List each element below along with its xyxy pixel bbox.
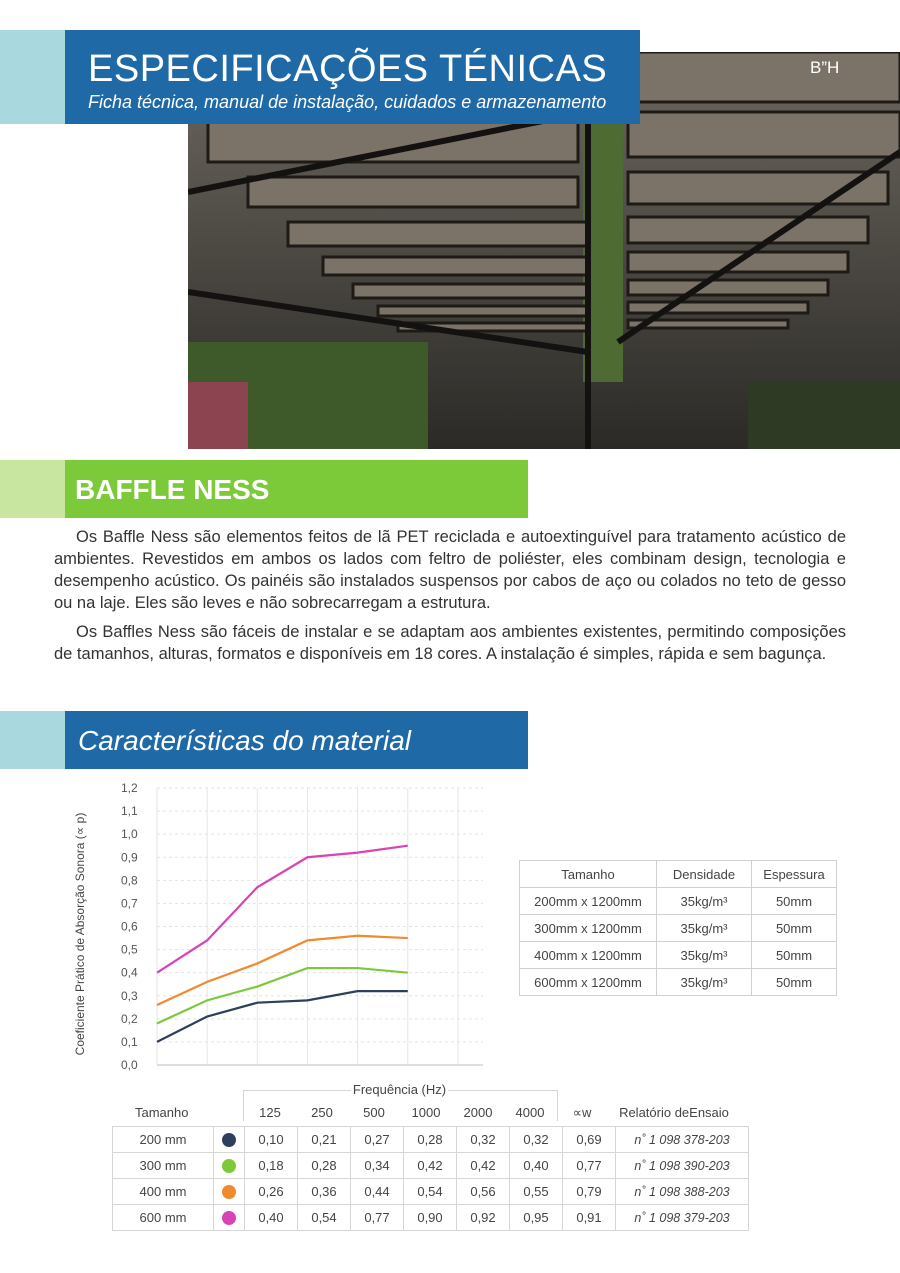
size-cell: 300 mm bbox=[113, 1153, 214, 1179]
series-line-600mm bbox=[157, 846, 408, 973]
table-row bbox=[113, 1179, 749, 1205]
aw-cell: 0,77 bbox=[563, 1153, 616, 1179]
table-row bbox=[520, 969, 837, 996]
table-row bbox=[520, 888, 837, 915]
specs-header-thickness: Espessura bbox=[752, 861, 837, 888]
specs-header-density: Densidade bbox=[657, 861, 752, 888]
y-tick-label: 1,1 bbox=[121, 804, 138, 819]
specs-cell: 50mm bbox=[752, 915, 837, 942]
value-cell: 0,77 bbox=[351, 1205, 404, 1231]
freq-header-125: 125 bbox=[259, 1105, 281, 1120]
value-cell: 0,36 bbox=[298, 1179, 351, 1205]
legend-marker-cell bbox=[214, 1127, 245, 1153]
aw-cell: 0,91 bbox=[563, 1205, 616, 1231]
y-tick-label: 0,7 bbox=[121, 896, 138, 911]
legend-marker-cell bbox=[214, 1179, 245, 1205]
report-cell: n˚ 1 098 378-203 bbox=[616, 1127, 749, 1153]
y-tick-label: 0,8 bbox=[121, 873, 138, 888]
page-title: ESPECIFICAÇÕES TÉNICAS bbox=[88, 48, 608, 90]
report-column-label: Relatório deEnsaio bbox=[619, 1105, 729, 1120]
frequency-header-label bbox=[243, 1082, 556, 1097]
material-title: Características do material bbox=[78, 725, 412, 756]
page-subtitle: Ficha técnica, manual de instalação, cuidados e armazenamento bbox=[88, 92, 607, 112]
size-cell: 400 mm bbox=[113, 1179, 214, 1205]
specs-table bbox=[519, 860, 837, 996]
series-line-200mm bbox=[157, 991, 408, 1042]
y-tick-label: 0,0 bbox=[121, 1058, 138, 1072]
specs-cell: 600mm x 1200mm bbox=[520, 969, 657, 996]
freq-header-2000: 2000 bbox=[463, 1105, 493, 1120]
value-cell: 0,42 bbox=[404, 1153, 457, 1179]
legend-dot-icon bbox=[222, 1133, 236, 1147]
value-cell: 0,28 bbox=[298, 1153, 351, 1179]
chart-y-axis-label: Coeficiente Prático de Absorção Sonora (∝ p) bbox=[73, 812, 87, 1056]
product-paragraph-2: Os Baffles Ness são fáceis de instalar e se adaptam aos ambientes existentes, permitindo composições de tamanhos, alturas, formatos e disponíveis em 18 cores. A instalação é simples, rápida e sem bagunça. bbox=[54, 623, 846, 663]
specs-cell: 50mm bbox=[752, 942, 837, 969]
frequency-label-text: Frequência (Hz) bbox=[352, 1082, 447, 1097]
value-cell: 0,40 bbox=[245, 1205, 298, 1231]
value-cell: 0,28 bbox=[404, 1127, 457, 1153]
table-row bbox=[113, 1127, 749, 1153]
value-cell: 0,34 bbox=[351, 1153, 404, 1179]
specs-cell: 35kg/m³ bbox=[657, 942, 752, 969]
size-column-label: Tamanho bbox=[135, 1105, 189, 1120]
brand-logo: B”H bbox=[810, 58, 840, 77]
aw-cell: 0,69 bbox=[563, 1127, 616, 1153]
value-cell: 0,44 bbox=[351, 1179, 404, 1205]
value-cell: 0,92 bbox=[457, 1205, 510, 1231]
size-cell: 200 mm bbox=[113, 1127, 214, 1153]
legend-dot-icon bbox=[222, 1185, 236, 1199]
value-cell: 0,90 bbox=[404, 1205, 457, 1231]
value-cell: 0,32 bbox=[510, 1127, 563, 1153]
y-tick-label: 0,9 bbox=[121, 850, 138, 865]
y-tick-label: 0,4 bbox=[121, 965, 138, 980]
legend-marker-cell bbox=[214, 1205, 245, 1231]
value-cell: 0,56 bbox=[457, 1179, 510, 1205]
size-cell: 600 mm bbox=[113, 1205, 214, 1231]
value-cell: 0,54 bbox=[404, 1179, 457, 1205]
value-cell: 0,54 bbox=[298, 1205, 351, 1231]
value-cell: 0,27 bbox=[351, 1127, 404, 1153]
value-cell: 0,18 bbox=[245, 1153, 298, 1179]
report-cell: n˚ 1 098 388-203 bbox=[616, 1179, 749, 1205]
y-tick-label: 0,3 bbox=[121, 988, 138, 1003]
legend-dot-icon bbox=[222, 1159, 236, 1173]
freq-header-1000: 1000 bbox=[411, 1105, 441, 1120]
value-cell: 0,42 bbox=[457, 1153, 510, 1179]
absorption-chart bbox=[60, 778, 500, 1108]
value-cell: 0,32 bbox=[457, 1127, 510, 1153]
y-tick-label: 0,1 bbox=[121, 1034, 138, 1049]
product-title: BAFFLE NESS bbox=[75, 474, 270, 505]
value-cell: 0,40 bbox=[510, 1153, 563, 1179]
specs-cell: 200mm x 1200mm bbox=[520, 888, 657, 915]
freq-header-500: 500 bbox=[363, 1105, 385, 1120]
material-accent-bar bbox=[0, 711, 66, 769]
specs-cell: 35kg/m³ bbox=[657, 969, 752, 996]
y-tick-label: 0,6 bbox=[121, 919, 138, 934]
freq-header-4000: 4000 bbox=[515, 1105, 545, 1120]
product-accent-bar bbox=[0, 460, 66, 518]
series-line-400mm bbox=[157, 936, 408, 1005]
header-accent-bar bbox=[0, 30, 66, 124]
value-cell: 0,95 bbox=[510, 1205, 563, 1231]
specs-cell: 50mm bbox=[752, 888, 837, 915]
aw-cell: 0,79 bbox=[563, 1179, 616, 1205]
aw-column-label: ∝w bbox=[572, 1105, 592, 1120]
specs-cell: 400mm x 1200mm bbox=[520, 942, 657, 969]
legend-marker-cell bbox=[214, 1153, 245, 1179]
specs-header-row bbox=[520, 861, 837, 888]
legend-dot-icon bbox=[222, 1211, 236, 1225]
product-paragraph-1: Os Baffle Ness são elementos feitos de lã PET reciclada e autoextinguível para tratamento acústico de ambientes. Revestidos em ambos os lados com feltro de poliéster, eles combinam design, tecnologia e desempenho acústico. Os painéis são instalados suspensos por cabos de aço ou colados no teto de gesso ou na laje. Eles são leves e não sobrecarregam a estrutura. bbox=[54, 528, 846, 612]
report-cell: n˚ 1 098 390-203 bbox=[616, 1153, 749, 1179]
report-cell: n˚ 1 098 379-203 bbox=[616, 1205, 749, 1231]
y-tick-label: 1,0 bbox=[121, 827, 138, 842]
freq-header-250: 250 bbox=[311, 1105, 333, 1120]
value-cell: 0,26 bbox=[245, 1179, 298, 1205]
specs-cell: 300mm x 1200mm bbox=[520, 915, 657, 942]
value-cell: 0,10 bbox=[245, 1127, 298, 1153]
specs-cell: 35kg/m³ bbox=[657, 888, 752, 915]
y-tick-label: 0,2 bbox=[121, 1011, 138, 1026]
table-row bbox=[520, 915, 837, 942]
table-row bbox=[113, 1205, 749, 1231]
specs-cell: 35kg/m³ bbox=[657, 915, 752, 942]
absorption-data-table bbox=[112, 1126, 749, 1231]
table-row bbox=[113, 1153, 749, 1179]
table-row bbox=[520, 942, 837, 969]
specs-cell: 50mm bbox=[752, 969, 837, 996]
y-tick-label: 0,5 bbox=[121, 942, 138, 957]
y-tick-label: 1,2 bbox=[121, 781, 138, 795]
value-cell: 0,21 bbox=[298, 1127, 351, 1153]
specs-header-size: Tamanho bbox=[520, 861, 657, 888]
value-cell: 0,55 bbox=[510, 1179, 563, 1205]
